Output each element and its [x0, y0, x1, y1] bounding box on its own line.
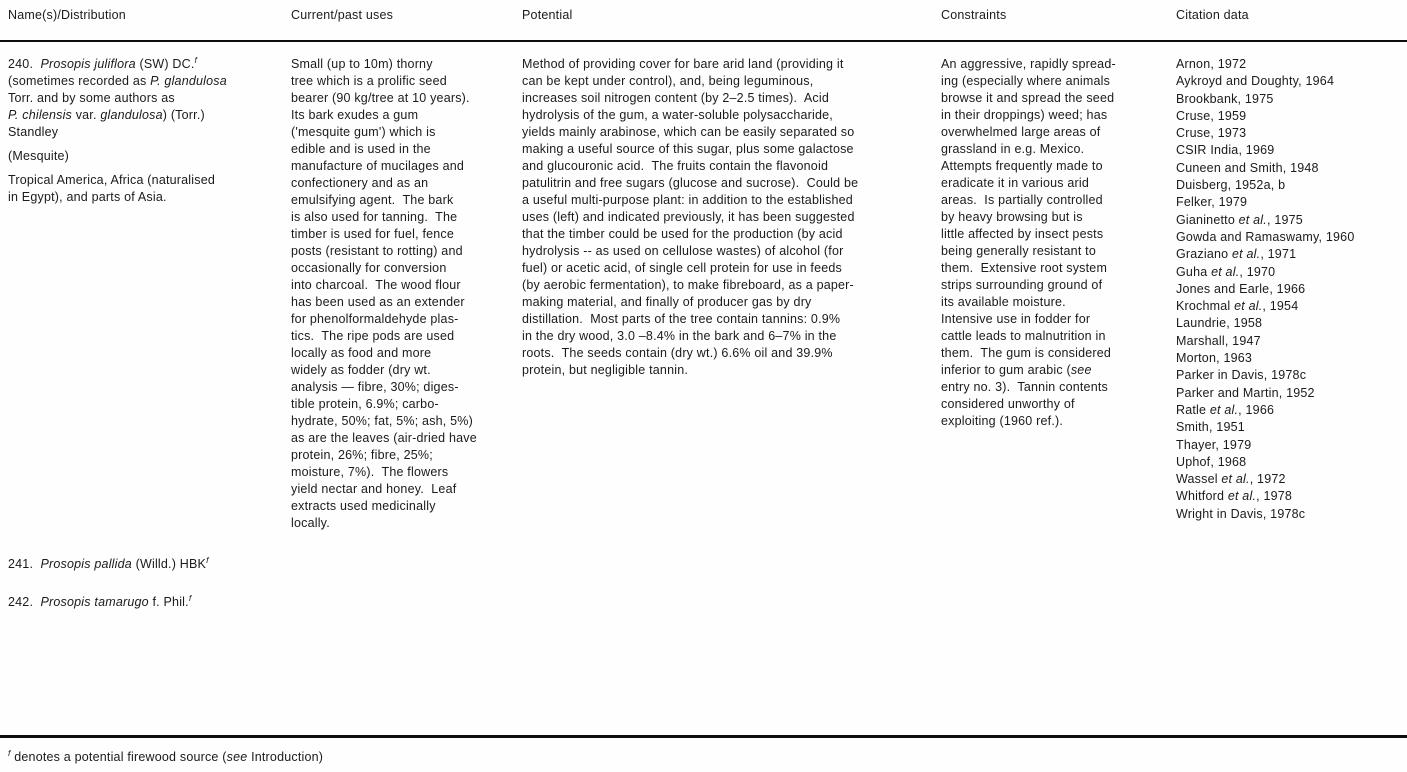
- potential-text-line: patulitrin and free sugars (glucose and sucrose). Could be: [522, 176, 859, 190]
- entry-241-name: 241. Prosopis pallida (Willd.) HBK$^f$: [8, 554, 209, 571]
- entry-240-distribution-line: in Egypt), and parts of Asia.: [8, 190, 167, 204]
- entry-240-distribution: [8, 172, 284, 206]
- uses-text-line: manufacture of mucilages and: [291, 159, 465, 173]
- potential-text-line: yields mainly arabinose, which can be easily separated so: [522, 125, 855, 139]
- citation-line: Gowda and Ramaswamy, 1960: [1176, 229, 1355, 244]
- uses-text-line: emulsifying agent. The bark: [291, 193, 454, 207]
- potential-text-line: Method of providing cover for bare arid land (providing it: [522, 57, 844, 71]
- citation-line: CSIR India, 1969: [1176, 143, 1275, 158]
- citation-line: Graziano et al., 1971: [1176, 247, 1297, 262]
- constraints-text-line: little affected by insect pests: [941, 227, 1104, 241]
- potential-text-line: fuel) or acetic acid, of single cell protein for use in feeds: [522, 261, 843, 275]
- citation-line: Felker, 1979: [1176, 195, 1248, 210]
- potential-text-line: making a useful source of this sugar, plus some galactose: [522, 142, 854, 156]
- uses-text-line: is also used for tanning. The: [291, 210, 458, 224]
- uses-text-line: ('mesquite gum') which is: [291, 125, 436, 139]
- uses-text-line: locally.: [291, 516, 330, 530]
- uses-text-line: hydrate, 50%; fat, 5%; ash, 5%): [291, 414, 473, 428]
- uses-text-line: tics. The ripe pods are used: [291, 329, 455, 343]
- constraints-text-line: entry no. 3). Tannin contents: [941, 380, 1108, 394]
- uses-text-line: widely as fodder (dry wt.: [291, 363, 431, 377]
- constraints-text-line: grassland in e.g. Mexico.: [941, 142, 1085, 156]
- constraints-text-line: strips surrounding ground of: [941, 278, 1103, 292]
- citation-line: Ratle et al., 1966: [1176, 402, 1275, 417]
- uses-text-line: tible protein, 6.9%; carbo-: [291, 397, 439, 411]
- potential-text-line: distillation. Most parts of the tree contain tannins: 0.9%: [522, 312, 841, 326]
- column-header-potential: Potential: [522, 8, 573, 22]
- uses-text-line: into charcoal. The wood flour: [291, 278, 461, 292]
- uses-text-line: locally as food and more: [291, 346, 432, 360]
- constraints-text-line: considered unworthy of: [941, 397, 1075, 411]
- entry-240-name-line: (sometimes recorded as P. glandulosa: [8, 74, 227, 88]
- citation-line: Wassel et al., 1972: [1176, 472, 1286, 487]
- citation-line: Cruse, 1959: [1176, 108, 1247, 123]
- citation-line: Cuneen and Smith, 1948: [1176, 160, 1319, 175]
- constraints-text-line: exploiting (1960 ref.).: [941, 414, 1064, 428]
- constraints-text-line: Attempts frequently made to: [941, 159, 1103, 173]
- citation-line: Morton, 1963: [1176, 351, 1253, 366]
- potential-text-line: uses (left) and indicated previously, it has been suggested: [522, 210, 855, 224]
- entry-240-distribution-line: Tropical America, Africa (naturalised: [8, 173, 216, 187]
- constraints-text-line: ing (especially where animals: [941, 74, 1111, 88]
- column-header-citation-data: Citation data: [1176, 8, 1249, 22]
- potential-text-line: protein, but negligible tannin.: [522, 363, 689, 377]
- citation-data-column: [1176, 56, 1404, 523]
- constraints-text-line: cattle leads to malnutrition in: [941, 329, 1106, 343]
- uses-text-line: occasionally for conversion: [291, 261, 447, 275]
- potential-column: [522, 56, 934, 379]
- uses-text-line: yield nectar and honey. Leaf: [291, 482, 457, 496]
- citation-line: Wright in Davis, 1978c: [1176, 506, 1306, 521]
- footer-divider-rule: [0, 735, 1407, 738]
- firewood-footnote: $^f$ denotes a potential firewood source (see Introduction): [8, 747, 324, 764]
- entry-240-name-line: P. chilensis var. glandulosa) (Torr.): [8, 108, 205, 122]
- potential-text-line: hydrolysis of the gum, a water-soluble polysaccharide,: [522, 108, 833, 122]
- header-divider-rule: [0, 40, 1407, 42]
- constraints-text-line: overwhelmed large areas of: [941, 125, 1101, 139]
- uses-text-line: as are the leaves (air-dried have: [291, 431, 477, 445]
- uses-text-line: timber is used for fuel, fence: [291, 227, 455, 241]
- uses-text-line: analysis — fibre, 30%; diges-: [291, 380, 459, 394]
- citation-line: Krochmal et al., 1954: [1176, 299, 1299, 314]
- citation-line: Uphof, 1968: [1176, 454, 1247, 469]
- uses-text-line: Small (up to 10m) thorny: [291, 57, 433, 71]
- constraints-text-line: its available moisture.: [941, 295, 1066, 309]
- uses-text-line: edible and is used in the: [291, 142, 431, 156]
- constraints-text-line: eradicate it in various arid: [941, 176, 1090, 190]
- potential-text-line: and glucouronic acid. The fruits contain the flavonoid: [522, 159, 829, 173]
- uses-text-line: bearer (90 kg/tree at 10 years).: [291, 91, 470, 105]
- uses-text-line: posts (resistant to rotting) and: [291, 244, 463, 258]
- citation-line: Parker and Martin, 1952: [1176, 385, 1315, 400]
- entry-240-name-line: Torr. and by some authors as: [8, 91, 175, 105]
- entry-240-common-name: (Mesquite): [8, 149, 70, 163]
- citation-line: Arnon, 1972: [1176, 57, 1247, 71]
- potential-text-line: increases soil nitrogen content (by 2–2.5 times). Acid: [522, 91, 829, 105]
- citation-line: Parker in Davis, 1978c: [1176, 368, 1307, 383]
- current-past-uses-column: [291, 56, 513, 532]
- citation-line: Thayer, 1979: [1176, 437, 1252, 452]
- citation-line: Cruse, 1973: [1176, 126, 1247, 141]
- uses-text-line: confectionery and as an: [291, 176, 429, 190]
- constraints-text-line: browse it and spread the seed: [941, 91, 1115, 105]
- entry-240-name-line: Standley: [8, 125, 59, 139]
- citation-line: Gianinetto et al., 1975: [1176, 212, 1303, 227]
- potential-text-line: roots. The seeds contain (dry wt.) 6.6% oil and 39.9%: [522, 346, 833, 360]
- name-distribution-column: [8, 56, 284, 206]
- citation-line: Marshall, 1947: [1176, 333, 1261, 348]
- citation-line: Duisberg, 1952a, b: [1176, 178, 1286, 193]
- potential-text-line: a useful multi-purpose plant: in addition to the established: [522, 193, 853, 207]
- citation-line: Aykroyd and Doughty, 1964: [1176, 74, 1335, 89]
- citation-line: Smith, 1951: [1176, 420, 1245, 435]
- citation-line: Whitford et al., 1978: [1176, 489, 1293, 504]
- constraints-text-line: areas. Is partially controlled: [941, 193, 1103, 207]
- constraints-text-line: them. Extensive root system: [941, 261, 1108, 275]
- constraints-text-line: inferior to gum arabic (see: [941, 363, 1092, 377]
- potential-text-line: in the dry wood, 3.0 –8.4% in the bark and 6–7% in the: [522, 329, 837, 343]
- constraints-text-line: Intensive use in fodder for: [941, 312, 1091, 326]
- column-header-names-distribution: Name(s)/Distribution: [8, 8, 126, 22]
- potential-text-line: hydrolysis -- as used on cellulose wastes) of alcohol (for: [522, 244, 844, 258]
- citation-line: Jones and Earle, 1966: [1176, 281, 1306, 296]
- column-header-constraints: Constraints: [941, 8, 1007, 22]
- potential-text-line: (by aerobic fermentation), to make fibreboard, as a paper-: [522, 278, 854, 292]
- uses-text-line: tree which is a prolific seed: [291, 74, 447, 88]
- entry-242-name: 242. Prosopis tamarugo f. Phil.$^f$: [8, 592, 192, 609]
- constraints-text-line: being generally resistant to: [941, 244, 1096, 258]
- uses-text-line: moisture, 7%). The flowers: [291, 465, 449, 479]
- constraints-text-line: in their droppings) weed; has: [941, 108, 1108, 122]
- citation-line: Brookbank, 1975: [1176, 91, 1274, 106]
- entry-240-name-block: [8, 56, 284, 141]
- uses-text-line: protein, 26%; fibre, 25%;: [291, 448, 433, 462]
- uses-text-line: Its bark exudes a gum: [291, 108, 419, 122]
- constraints-column: [941, 56, 1167, 430]
- constraints-text-line: them. The gum is considered: [941, 346, 1112, 360]
- constraints-text-line: by heavy browsing but is: [941, 210, 1083, 224]
- citation-line: Guha et al., 1970: [1176, 264, 1276, 279]
- citation-line: Laundrie, 1958: [1176, 316, 1263, 331]
- uses-text-line: has been used as an extender: [291, 295, 465, 309]
- uses-text-line: for phenolformaldehyde plas-: [291, 312, 459, 326]
- uses-text-line: extracts used medicinally: [291, 499, 436, 513]
- potential-text-line: that the timber could be used for the production (by acid: [522, 227, 843, 241]
- column-header-current-past-uses: Current/past uses: [291, 8, 394, 22]
- entry-240-name-line: 240. Prosopis juliflora (SW) DC.$^f$: [8, 54, 198, 71]
- potential-text-line: making material, and finally of producer gas by dry: [522, 295, 812, 309]
- potential-text-line: can be kept under control), and, being leguminous,: [522, 74, 814, 88]
- constraints-text-line: An aggressive, rapidly spread-: [941, 57, 1116, 71]
